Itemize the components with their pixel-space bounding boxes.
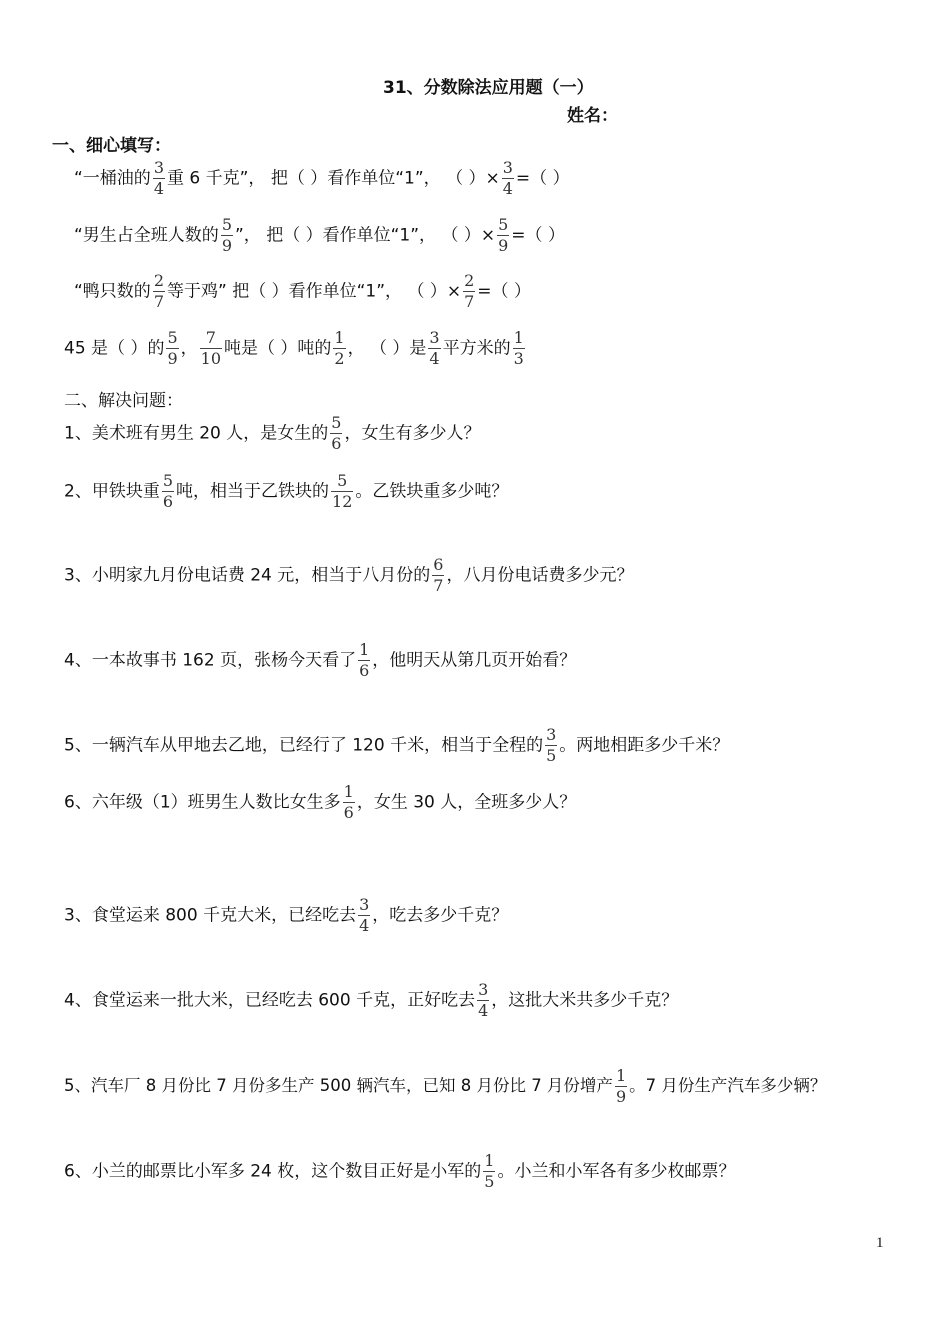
fraction: $\frac{5}{9}$: [221, 215, 232, 255]
fraction: $\frac{3}{5}$: [546, 725, 557, 765]
fraction: $\frac{2}{7}$: [464, 271, 475, 311]
fraction: $\frac{1}{6}$: [343, 782, 354, 822]
section-heading-problems: 二、解决问题：: [64, 391, 183, 411]
problem-9: 5、汽车厂 8 月份比 7 月份多生产 500 辆汽车，已知 8 月份比 7 月份增产 $\frac{1}{9}$ 。7 月份生产汽车多少辆？: [64, 1066, 827, 1106]
fill-in-item-3: “鸭只数的 $\frac{2}{7}$ 等于鸡” 把（ ）看作单位“1”， （ ）× $\frac{2}{7}$ =（ ）: [74, 271, 531, 311]
page-number: 1: [876, 1235, 884, 1251]
problem-4: 4、一本故事书 162 页，张杨今天看了 $\frac{1}{6}$ ，他明天从第几页开始看？: [64, 640, 577, 680]
problem-6: 6、六年级（1）班男生人数比女生多 $\frac{1}{6}$ ，女生 30 人，全班多少人？: [64, 782, 577, 822]
fraction: $\frac{5}{9}$: [167, 328, 178, 368]
problem-5: 5、一辆汽车从甲地去乙地，已经行了 120 千米，相当于全程的 $\frac{3}{5}$ 。两地相距多少千米？: [64, 725, 730, 765]
fraction: $\frac{1}{9}$: [615, 1066, 627, 1106]
problem-10: 6、小兰的邮票比小军多 24 枚，这个数目正好是小军的 $\frac{1}{5}$ 。小兰和小军各有多少枚邮票？: [64, 1151, 736, 1191]
fraction: $\frac{2}{7}$: [153, 271, 164, 311]
fill-in-item-1: “一桶油的 $\frac{3}{4}$ 重 6 千克”， 把（ ）看作单位“1”， （ ）× $\frac{3}{4}$ =（ ）: [74, 158, 570, 198]
section-heading-fill-in: 一、细心填写：: [52, 136, 171, 156]
fraction: $\frac{3}{4}$: [153, 158, 164, 198]
fraction: $\frac{1}{5}$: [484, 1151, 495, 1191]
fill-in-item-4: 45 是（ ）的 $\frac{5}{9}$ ， $\frac{7}{10}$ 吨是（ ）吨的 $\frac{1}{2}$ ， （ ）是 $\frac{3}{4}$ 平方米的 $\frac{1}{3}$: [64, 328, 524, 368]
fraction: $\frac{3}{4}$: [478, 980, 489, 1020]
fill-in-item-2: “男生占全班人数的 $\frac{5}{9}$ ”， 把（ ）看作单位“1”， （ ）× $\frac{5}{9}$ =（ ）: [74, 215, 565, 255]
name-label: 姓名：: [567, 106, 618, 126]
fraction: $\frac{1}{6}$: [359, 640, 370, 680]
problem-7: 3、食堂运来 800 千克大米，已经吃去 $\frac{3}{4}$ ，吃去多少千克？: [64, 895, 509, 935]
page-title: 31、分数除法应用题（一）: [383, 78, 594, 98]
fraction: $\frac{1}{2}$: [334, 328, 345, 368]
problem-3: 3、小明家九月份电话费 24 元，相当于八月份的 $\frac{6}{7}$ ，八月份电话费多少元？: [64, 555, 634, 595]
problem-2: 2、甲铁块重 $\frac{5}{6}$ 吨，相当于乙铁块的 $\frac{5}{12}$ 。乙铁块重多少吨？: [64, 471, 509, 511]
fraction: $\frac{5}{9}$: [498, 215, 509, 255]
problem-8: 4、食堂运来一批大米，已经吃去 600 千克，正好吃去 $\frac{3}{4}$ ，这批大米共多少千克？: [64, 980, 679, 1020]
fraction: $\frac{1}{3}$: [513, 328, 524, 368]
fraction: $\frac{3}{4}$: [359, 895, 370, 935]
fraction: $\frac{5}{6}$: [162, 471, 174, 511]
problem-1: 1、美术班有男生 20 人，是女生的 $\frac{5}{6}$ ，女生有多少人？: [64, 413, 481, 453]
fraction: $\frac{5}{12}$: [332, 471, 353, 511]
fraction: $\frac{6}{7}$: [433, 555, 444, 595]
fraction: $\frac{5}{6}$: [331, 413, 342, 453]
fraction: $\frac{7}{10}$: [200, 328, 221, 368]
fraction: $\frac{3}{4}$: [429, 328, 440, 368]
fraction: $\frac{3}{4}$: [502, 158, 513, 198]
